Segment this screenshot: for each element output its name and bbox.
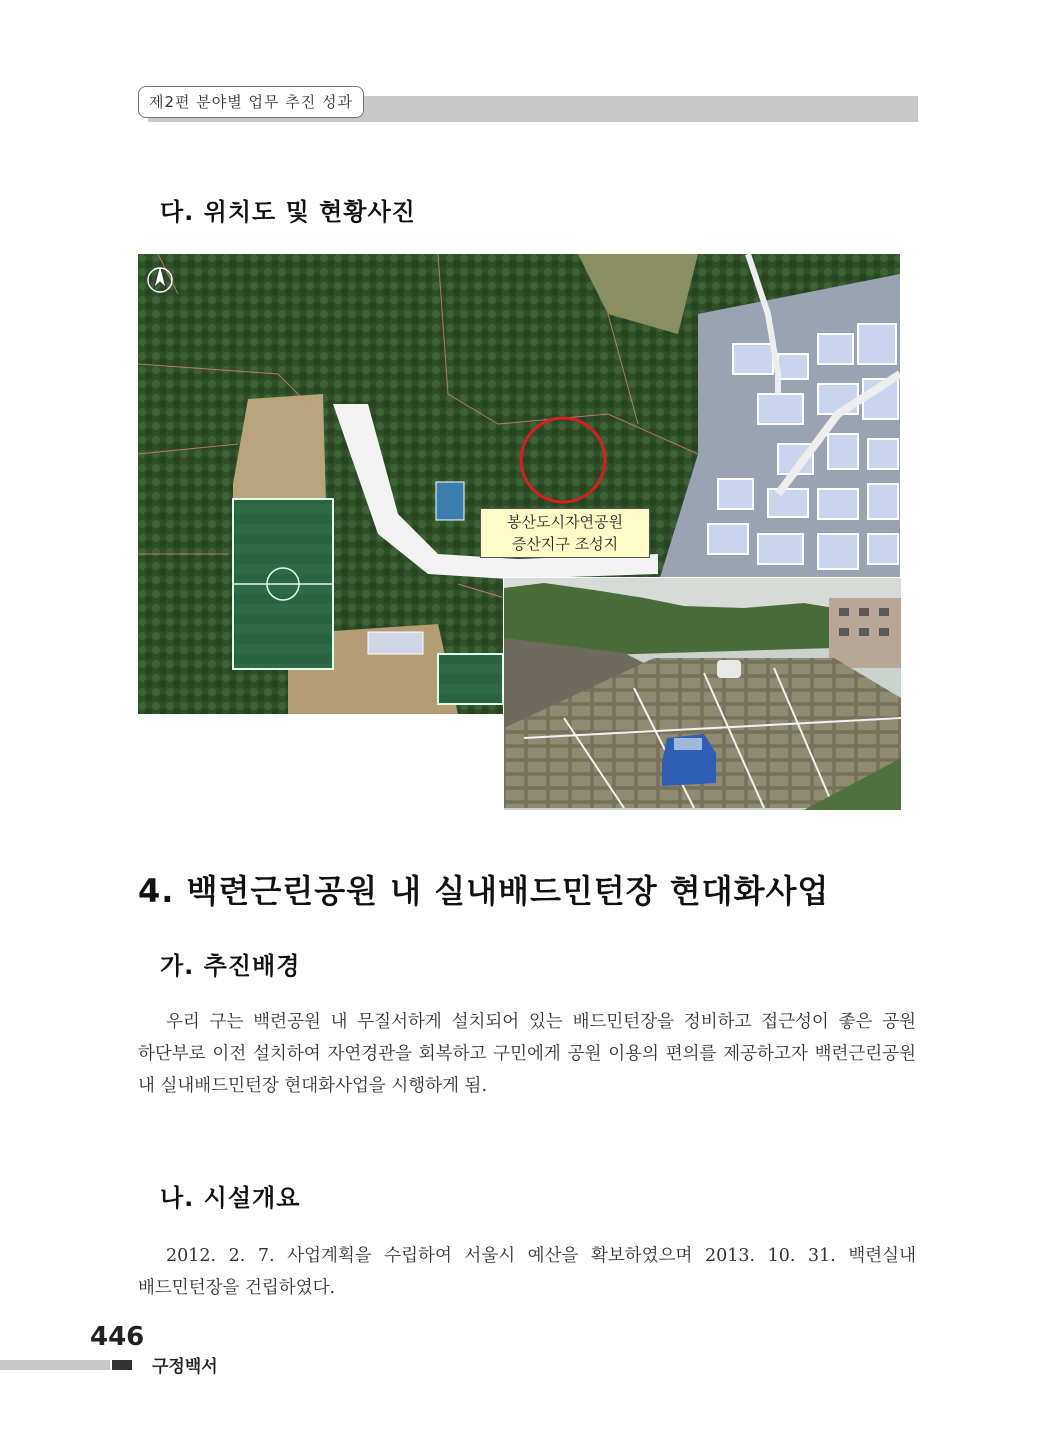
section-da-heading: 다. 위치도 및 현황사진 <box>160 198 416 226</box>
footer-marker <box>112 1360 132 1370</box>
section-ga-body <box>138 1006 916 1102</box>
map-callout-label <box>480 508 650 558</box>
section-na-heading: 나. 시설개요 <box>160 1184 301 1212</box>
book-title: 구정백서 <box>152 1357 218 1377</box>
section-ga-body-text: 우리 구는 백련공원 내 무질서하게 설치되어 있는 배드민턴장을 정비하고 접근성이 좋은 공원 하단부로 이전 설치하여 자연경관을 회복하고 구민에게 공원 이용의 편의를 제공하고자 백련근린공원 내 실내배드민턴장 현대화사업을 시행하게 됨. <box>138 1012 916 1096</box>
page-number: 446 <box>90 1322 145 1352</box>
footer-bar <box>0 1360 110 1370</box>
section-ga-heading: 가. 추진배경 <box>160 952 301 980</box>
section-na-body-text: 2012. 2. 7. 사업계획을 수립하여 서울시 예산을 확보하였으며 2013. 10. 31. 백련실내 배드민턴장을 건립하였다. <box>138 1246 916 1298</box>
section-4-heading: 4. 백련근린공원 내 실내배드민턴장 현대화사업 <box>138 872 830 910</box>
site-photo-image <box>504 578 901 810</box>
chapter-label: 제2편 분야별 업무 추진 성과 <box>138 86 364 118</box>
callout-line-1: 봉산도시자연공원 <box>507 513 623 531</box>
callout-line-2: 증산지구 조성지 <box>511 535 619 553</box>
site-photo <box>503 577 902 811</box>
section-na-body <box>138 1240 916 1304</box>
